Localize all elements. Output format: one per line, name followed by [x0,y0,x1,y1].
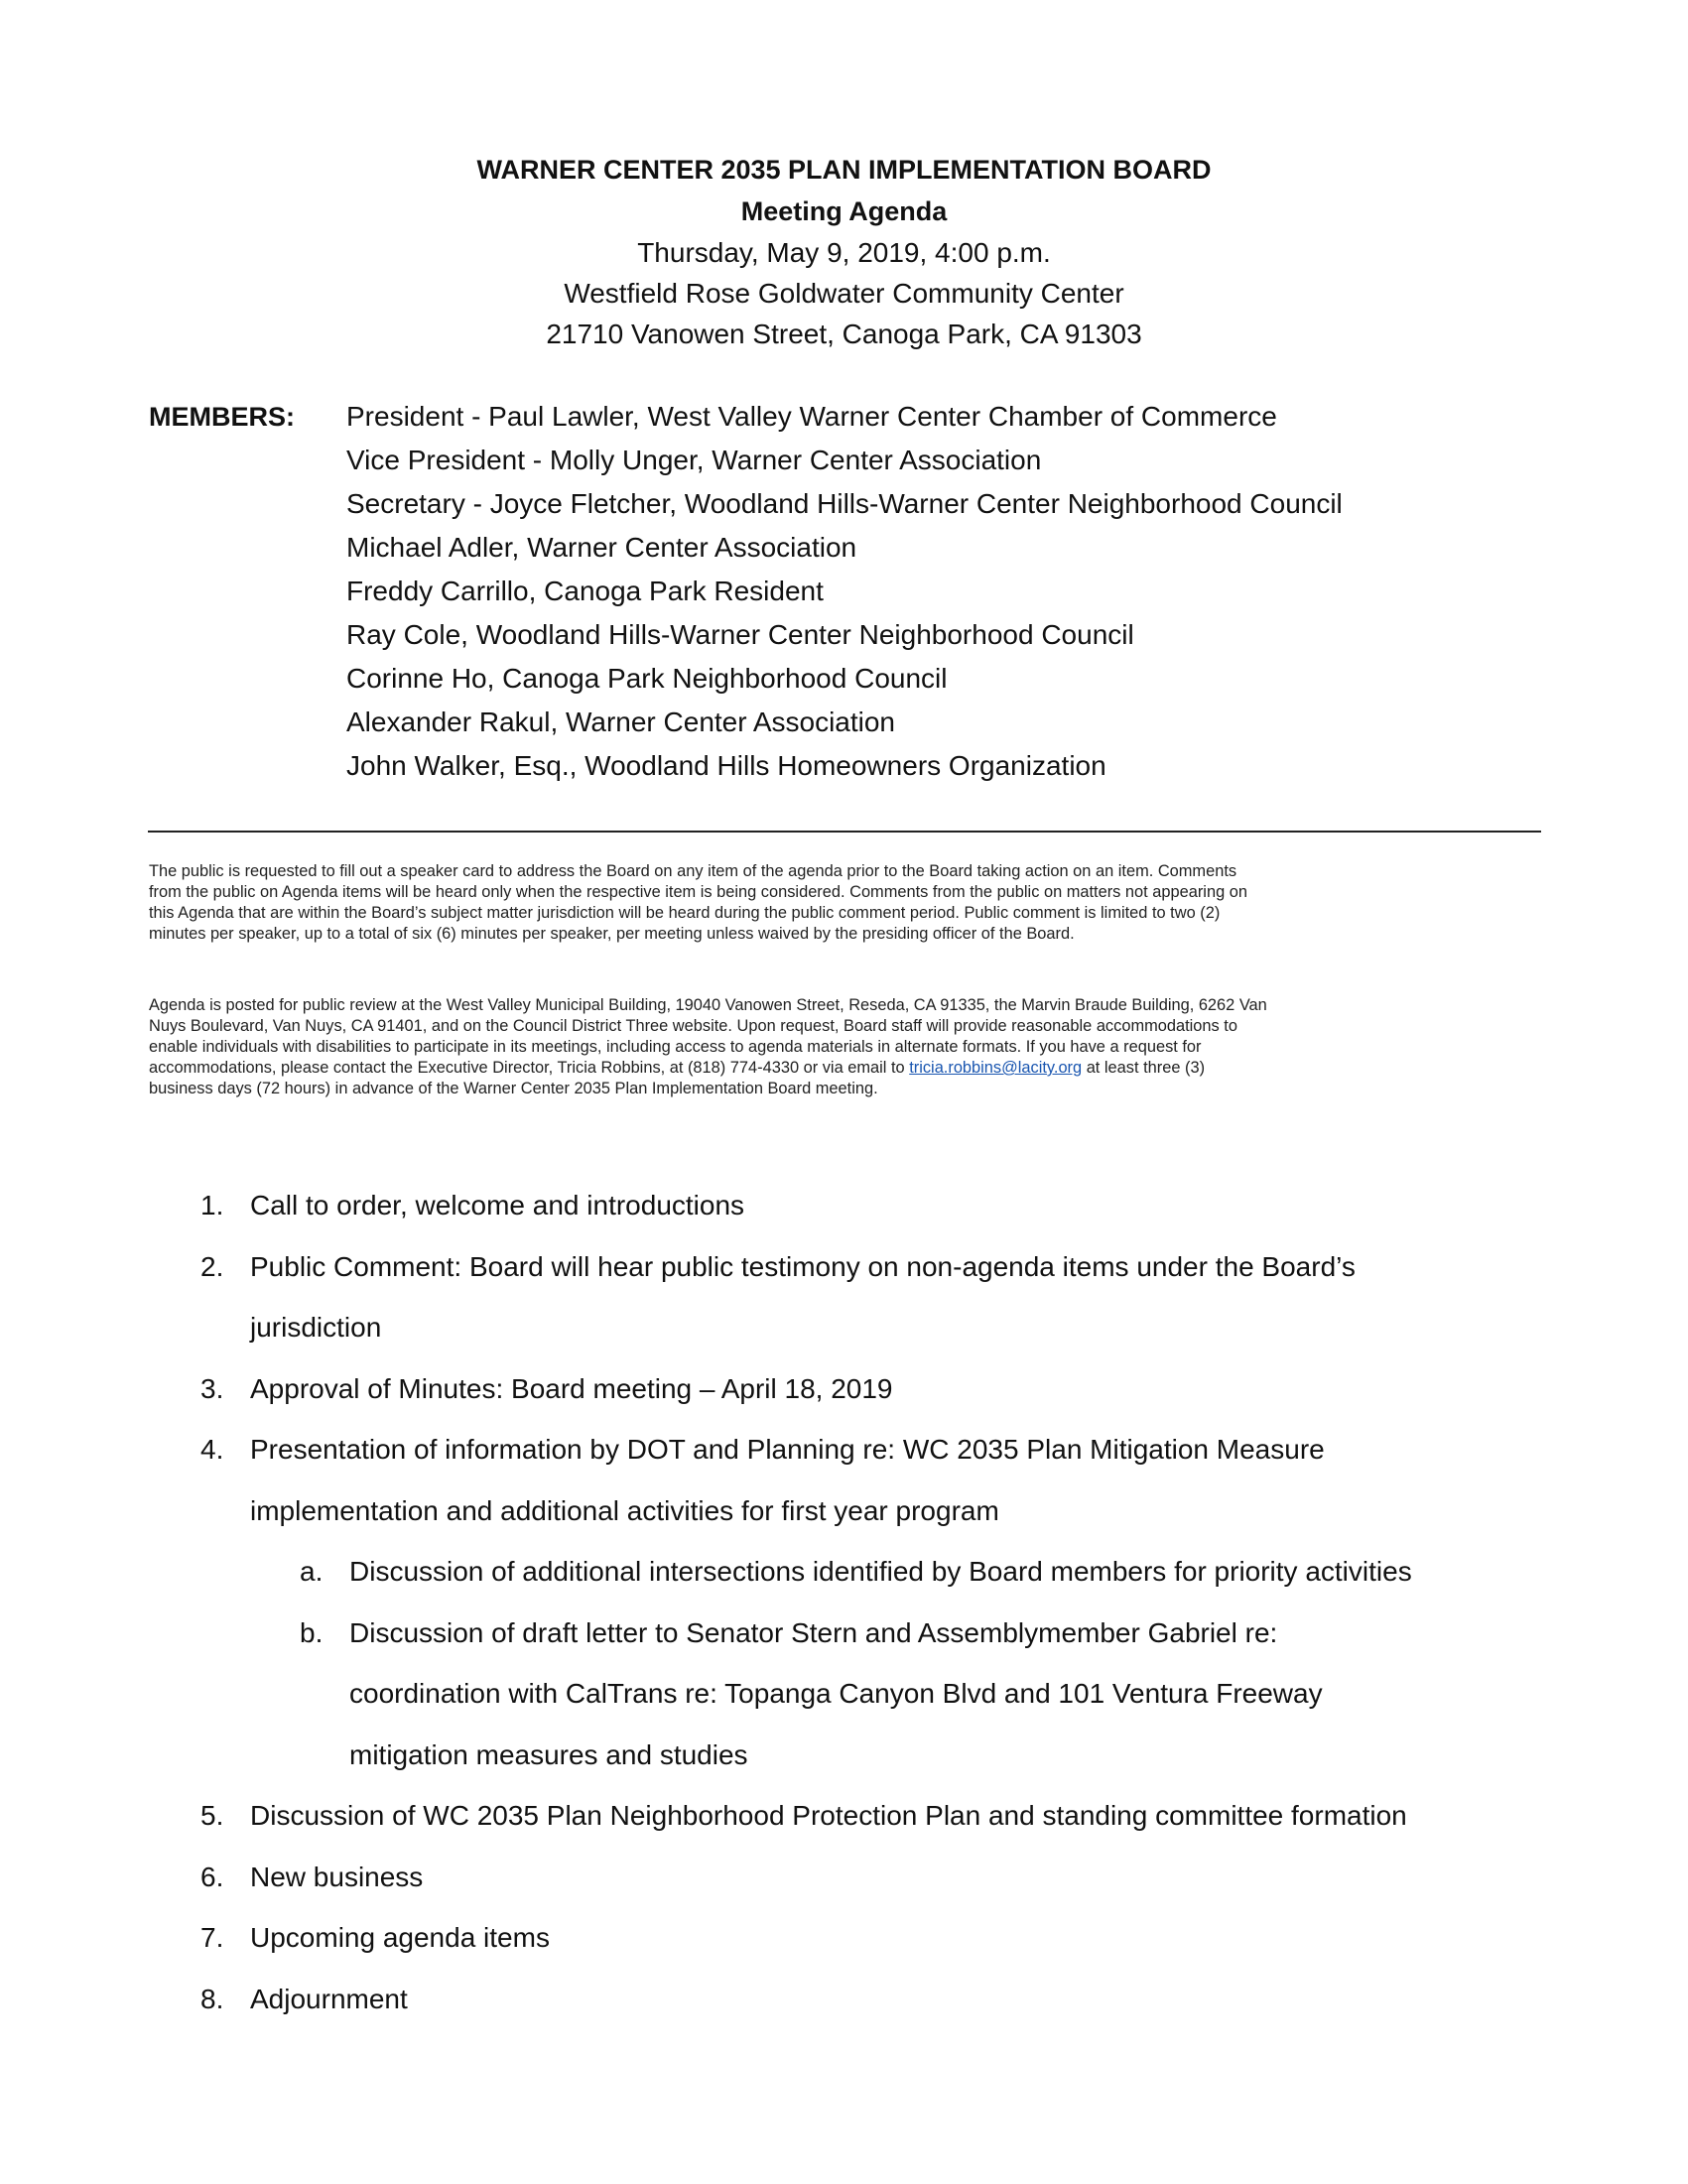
member-item: Ray Cole, Woodland Hills-Warner Center Neighborhood Council [346,619,1134,650]
subitem-text: Discussion of additional intersections identified by Board members for priority activities [349,1556,1412,1587]
notice-line: The public is requested to fill out a speaker card to address the Board on any item of the agenda prior to the Board taking action on an item. Comments [149,862,1237,880]
agenda-item [149,1419,1558,1785]
notice-line: enable individuals with disabilities to participate in its meetings, including access to agenda materials in alternate formats. If you have a request for [149,1038,1202,1056]
notice-line: Agenda is posted for public review at the West Valley Municipal Building, 19040 Vanowen Street, Reseda, CA 91335, the Marvin Braude Building, 6262 Van [149,996,1267,1014]
item-number: 4. [200,1434,224,1465]
item-number: 8. [200,1983,224,2014]
member-item: Vice President - Molly Unger, Warner Center Association [346,445,1042,475]
item-text: Presentation of information by DOT and Planning re: WC 2035 Plan Mitigation Measure [250,1434,1325,1465]
member-item: Alexander Rakul, Warner Center Association [346,707,895,737]
item-text: New business [250,1861,424,1892]
member-item: Freddy Carrillo, Canoga Park Resident [346,576,824,606]
subitem-text: mitigation measures and studies [349,1738,748,1770]
section-divider [148,831,1541,833]
item-text: Discussion of WC 2035 Plan Neighborhood Protection Plan and standing committee formation [250,1800,1407,1831]
subitem-letter: a. [300,1556,324,1587]
board-title: WARNER CENTER 2035 PLAN IMPLEMENTATION BOARD [476,155,1212,185]
agenda-list [149,1175,1558,2029]
notice-line: minutes per speaker, up to a total of six (6) minutes per speaker, per meeting unless waived by the presiding officer of the Board. [149,925,1075,943]
item-number: 5. [200,1800,224,1831]
item-text: Adjournment [250,1983,408,2014]
item-text: Upcoming agenda items [250,1922,550,1953]
item-text: implementation and additional activities for first year program [250,1494,999,1526]
member-item: Secretary - Joyce Fletcher, Woodland Hills-Warner Center Neighborhood Council [346,488,1343,519]
agenda-subitem [250,1603,1558,1786]
members-list [346,395,1557,788]
member-item: President - Paul Lawler, West Valley Warner Center Chamber of Commerce [346,401,1277,432]
public-comment-notice [149,861,1548,945]
contact-email-link[interactable]: tricia.robbins@lacity.org [909,1059,1083,1077]
document-subtitle: Meeting Agenda [740,196,948,226]
agenda-item [149,1907,1558,1969]
member-item: Corinne Ho, Canoga Park Neighborhood Council [346,663,948,694]
agenda-item [149,1847,1558,1908]
item-text: Public Comment: Board will hear public testimony on non-agenda items under the Board’s [250,1250,1356,1282]
agenda-sublist [250,1541,1558,1785]
notice-text: at least three (3) [1082,1059,1206,1077]
item-number: 7. [200,1922,224,1953]
agenda-header [0,149,1688,354]
notice-line: Nuys Boulevard, Van Nuys, CA 91401, and on the Council District Three website. Upon request, Board staff will provide reasonable accommodations to [149,1017,1237,1035]
agenda-item [149,1358,1558,1420]
member-item: John Walker, Esq., Woodland Hills Homeowners Organization [346,750,1106,781]
agenda-subitem [250,1541,1558,1603]
item-number: 1. [200,1190,224,1220]
meeting-address: 21710 Vanowen Street, Canoga Park, CA 91303 [546,319,1142,349]
notice-line: from the public on Agenda items will be heard only when the respective item is being considered. Comments from the public on matters not appearing on [149,883,1247,901]
agenda-item [149,1236,1558,1358]
item-text: jurisdiction [250,1312,382,1343]
item-number: 6. [200,1861,224,1892]
members-label: MEMBERS: [149,402,295,432]
subitem-text: coordination with CalTrans re: Topanga Canyon Blvd and 101 Ventura Freeway [349,1678,1323,1709]
subitem-text: Discussion of draft letter to Senator Stern and Assemblymember Gabriel re: [349,1616,1278,1648]
meeting-venue: Westfield Rose Goldwater Community Center [564,278,1124,309]
agenda-item [149,1969,1558,2030]
item-text: Approval of Minutes: Board meeting – April 18, 2019 [250,1372,893,1404]
member-item: Michael Adler, Warner Center Association [346,532,857,563]
notice-line: business days (72 hours) in advance of the Warner Center 2035 Plan Implementation Board meeting. [149,1080,878,1097]
notice-line [149,1058,1548,1079]
notice-text: accommodations, please contact the Executive Director, Tricia Robbins, at (818) 774-4330 or via email to [149,1059,910,1077]
subitem-letter: b. [300,1616,324,1648]
item-number: 2. [200,1250,224,1282]
item-text: Call to order, welcome and introductions [250,1190,745,1220]
agenda-item [149,1785,1558,1847]
item-number: 3. [200,1372,224,1404]
posting-notice [149,995,1548,1099]
agenda-item [149,1175,1558,1236]
meeting-datetime: Thursday, May 9, 2019, 4:00 p.m. [637,237,1051,268]
notice-line: this Agenda that are within the Board’s subject matter jurisdiction will be heard during the public comment period. Public comment is limited to two (2) [149,904,1221,922]
